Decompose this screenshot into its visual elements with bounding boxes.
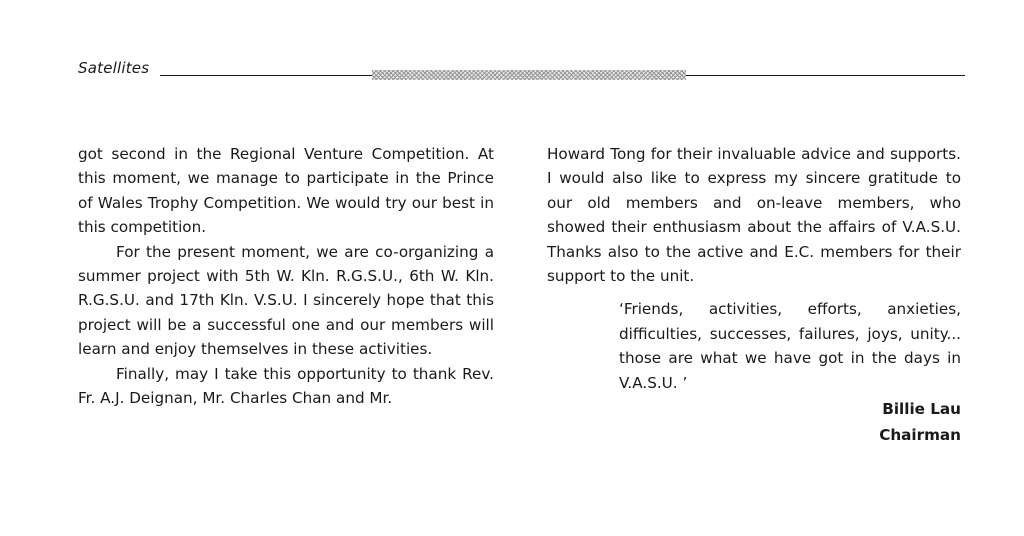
closing-quote: ‘Friends, activities, efforts, anxieties, difficulties, successes, failures, joys, unity... those are what we have got in the days in V.A.S.U. ’ — [619, 300, 961, 392]
signature-block — [547, 396, 961, 448]
body-paragraph: For the present moment, we are co-organizing a summer project with 5th W. Kln. R.G.S.U., 6th W. Kln. R.G.S.U. and 17th Kln. V.S.U. I sincerely hope that this project will be a successful one and our members will learn and enjoy themselves in these activities. — [78, 242, 494, 359]
body-paragraph: Howard Tong for their invaluable advice and supports. I would also like to express my sincere gratitude to our old members and on-leave members, who showed their enthusiasm about the affairs of V.A.S.U. Thanks also to the active and E.C. members for their support to the unit. — [547, 145, 961, 286]
header-decorative-band — [372, 70, 686, 80]
running-header-title: Satellites — [78, 59, 150, 77]
right-column — [547, 142, 961, 448]
left-column — [78, 142, 494, 410]
body-paragraph: Finally, may I take this opportunity to thank Rev. Fr. A.J. Deignan, Mr. Charles Chan and Mr. — [78, 364, 494, 408]
signature-title: Chairman — [879, 426, 961, 445]
signature-name: Billie Lau — [882, 400, 961, 419]
body-paragraph: got second in the Regional Venture Competition. At this moment, we manage to participate in the Prince of Wales Trophy Competition. We would try our best in this competition. — [78, 145, 494, 237]
